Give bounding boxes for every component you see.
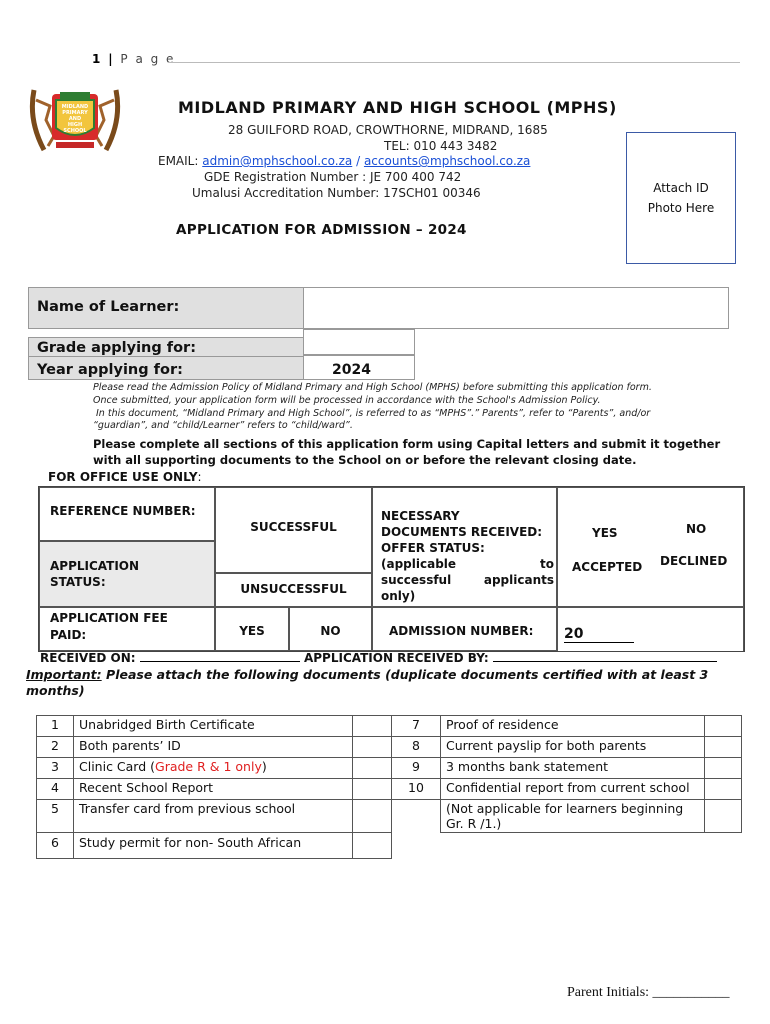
- instruction-line-2: with all supporting documents to the School on or before the relevant closing date.: [93, 453, 637, 467]
- photo-box-line-1: Attach ID: [653, 181, 709, 195]
- checkbox[interactable]: [705, 758, 742, 779]
- offer-accepted[interactable]: ACCEPTED: [572, 560, 643, 574]
- year-field[interactable]: 2024: [303, 355, 415, 380]
- checkbox[interactable]: [353, 800, 392, 833]
- note-processing: Once submitted, your application form will be processed in accordance with the School's Admission Policy.: [93, 395, 601, 406]
- list-item: 4 Recent School Report: [37, 779, 392, 800]
- admission-number-label: ADMISSION NUMBER:: [372, 607, 557, 651]
- school-email: [158, 154, 530, 168]
- note-definitions-1: In this document, “Midland Primary and High School”, is referred to as “MPHS”.” Parents”, refer to “Parents”, and/or: [96, 408, 651, 419]
- offer-declined[interactable]: DECLINED: [660, 554, 728, 568]
- documents-offer-status-label: NECESSARY DOCUMENTS RECEIVED: OFFER STATUS: (applicable to successful applicants only): [372, 487, 557, 607]
- list-item: 2 Both parents’ ID: [37, 737, 392, 758]
- year-label: Year applying for:: [28, 356, 304, 380]
- reference-number-label: REFERENCE NUMBER:: [39, 487, 215, 541]
- list-item: 9 3 months bank statement: [392, 758, 742, 779]
- fee-paid-no[interactable]: NO: [289, 607, 372, 651]
- email-separator: /: [356, 154, 361, 168]
- instruction-line-1: Please complete all sections of this application form using Capital letters and submit it together: [93, 437, 721, 451]
- page-number: 1 | P a g e: [92, 52, 176, 66]
- fee-paid-yes[interactable]: YES: [215, 607, 289, 651]
- received-line: [40, 651, 717, 665]
- email-link-admin[interactable]: admin@mphschool.co.za: [202, 154, 353, 168]
- school-crest-logo: [26, 80, 124, 156]
- admission-number-value: 20: [564, 626, 634, 643]
- umalusi-accreditation: Umalusi Accreditation Number: 17SCH01 00346: [192, 186, 481, 200]
- logo-text-3: HIGH SCHOOL: [63, 122, 87, 134]
- documents-table-right: [392, 715, 742, 833]
- note-policy: Please read the Admission Policy of Midland Primary and High School (MPHS) before submitting this application form.: [93, 382, 652, 393]
- yes-no-options: [557, 487, 744, 607]
- school-name: MIDLAND PRIMARY AND HIGH SCHOOL (MPHS): [178, 98, 617, 117]
- photo-box-line-2: Photo Here: [647, 201, 715, 215]
- list-item: 3 Clinic Card (Grade R & 1 only): [37, 758, 392, 779]
- checkbox[interactable]: [353, 833, 392, 859]
- learner-name-field[interactable]: [303, 287, 729, 329]
- checkbox[interactable]: [705, 800, 742, 833]
- list-item: 5 Transfer card from previous school: [37, 800, 392, 833]
- status-successful[interactable]: SUCCESSFUL: [215, 487, 372, 573]
- form-title: APPLICATION FOR ADMISSION – 2024: [176, 222, 467, 238]
- id-photo-box: [626, 132, 736, 264]
- received-on-label: RECEIVED ON:: [40, 651, 136, 665]
- list-item: 10 Confidential report from current school: [392, 779, 742, 800]
- documents-yes[interactable]: YES: [592, 526, 618, 540]
- gde-registration: GDE Registration Number : JE 700 400 742: [204, 170, 462, 184]
- learner-name-label: Name of Learner:: [28, 287, 304, 329]
- list-item: 8 Current payslip for both parents: [392, 737, 742, 758]
- email-label: EMAIL:: [158, 154, 199, 168]
- documents-no[interactable]: NO: [686, 522, 707, 536]
- logo-text-2: PRIMARY AND: [62, 110, 88, 122]
- list-item: 7 Proof of residence: [392, 716, 742, 737]
- header-rule: [168, 62, 740, 63]
- checkbox[interactable]: [353, 758, 392, 779]
- list-item: (Not applicable for learners beginning Gr. R /1.): [392, 800, 742, 833]
- parent-initials[interactable]: Parent Initials: ___________: [567, 985, 730, 1000]
- logo-text-1: MIDLAND: [61, 104, 89, 110]
- documents-table-left: [36, 715, 392, 859]
- checkbox[interactable]: [705, 779, 742, 800]
- received-on-field[interactable]: [140, 661, 300, 662]
- application-status-label: APPLICATION STATUS:: [39, 541, 215, 607]
- admission-number-field[interactable]: [557, 607, 744, 651]
- status-unsuccessful[interactable]: UNSUCCESSFUL: [215, 573, 372, 607]
- important-note: Important: Please attach the following documents (duplicate documents certified with at least 3 months): [26, 667, 709, 698]
- school-address: 28 GUILFORD ROAD, CROWTHORNE, MIDRAND, 1685: [228, 123, 548, 137]
- received-by-field[interactable]: [493, 661, 717, 662]
- application-fee-label: APPLICATION FEE PAID:: [39, 607, 215, 651]
- grade-field[interactable]: [303, 329, 415, 355]
- checkbox[interactable]: [353, 716, 392, 737]
- checkbox[interactable]: [353, 737, 392, 758]
- list-item: 6 Study permit for non- South African: [37, 833, 392, 859]
- school-tel: TEL: 010 443 3482: [384, 139, 498, 153]
- checkbox[interactable]: [705, 737, 742, 758]
- checkbox[interactable]: [705, 716, 742, 737]
- email-link-accounts[interactable]: accounts@mphschool.co.za: [363, 154, 531, 168]
- grade-label: Grade applying for:: [28, 337, 304, 357]
- received-by-label: APPLICATION RECEIVED BY:: [303, 651, 489, 665]
- note-definitions-2: “guardian”, and “child/Learner” refers to “child/ward”.: [93, 420, 353, 431]
- list-item: 1 Unabridged Birth Certificate: [37, 716, 392, 737]
- office-use-table: [38, 486, 745, 652]
- office-use-title: FOR OFFICE USE ONLY:: [48, 470, 202, 484]
- checkbox[interactable]: [353, 779, 392, 800]
